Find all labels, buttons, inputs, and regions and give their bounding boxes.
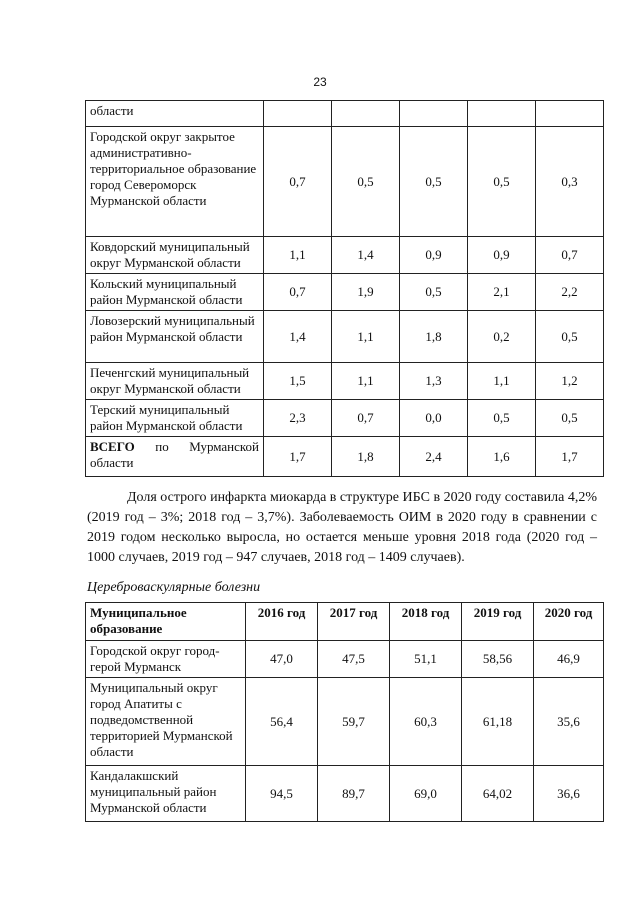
value-2017: 47,5 xyxy=(318,641,390,678)
value-2019: 0,5 xyxy=(468,127,536,237)
value-2018: 69,0 xyxy=(390,766,462,822)
municipality-name: Терский муниципальный район Мурманской области xyxy=(86,400,264,437)
value-2018: 2,4 xyxy=(400,437,468,477)
value-2018: 0,0 xyxy=(400,400,468,437)
value-2019: 58,56 xyxy=(462,641,534,678)
table-row xyxy=(86,311,604,363)
value-2018: 51,1 xyxy=(390,641,462,678)
value-2017: 1,4 xyxy=(332,237,400,274)
municipality-name: Кандалакшский муниципальный район Мурманской области xyxy=(86,766,246,822)
value-2017: 1,1 xyxy=(332,311,400,363)
value-2016: 94,5 xyxy=(246,766,318,822)
value-2017: 89,7 xyxy=(318,766,390,822)
value-2019: 64,02 xyxy=(462,766,534,822)
value-2016: 1,1 xyxy=(264,237,332,274)
value-2020: 0,5 xyxy=(536,311,604,363)
value-2020: 36,6 xyxy=(534,766,604,822)
value-2020: 1,2 xyxy=(536,363,604,400)
header-2017: 2017 год xyxy=(318,603,390,641)
cerebrovascular-table xyxy=(85,602,604,822)
table-row xyxy=(86,127,604,237)
municipality-name: Ловозерский муниципальный район Мурманской области xyxy=(86,311,264,363)
value-2017: 59,7 xyxy=(318,678,390,766)
municipality-name: Ковдорский муниципальный округ Мурманской области xyxy=(86,237,264,274)
value-2019: 1,6 xyxy=(468,437,536,477)
page-number: 23 xyxy=(313,75,327,89)
value-2018 xyxy=(400,101,468,127)
table-row xyxy=(86,363,604,400)
table-row xyxy=(86,766,604,822)
section-title: Цереброваскулярные болезни xyxy=(87,580,261,595)
value-2019: 2,1 xyxy=(468,274,536,311)
municipality-name: Печенгский муниципальный округ Мурманской области xyxy=(86,363,264,400)
table-row xyxy=(86,678,604,766)
table-row xyxy=(86,274,604,311)
value-2020: 1,7 xyxy=(536,437,604,477)
value-2016: 1,5 xyxy=(264,363,332,400)
value-2018: 0,9 xyxy=(400,237,468,274)
total-label xyxy=(86,437,264,477)
table-row xyxy=(86,400,604,437)
value-2020: 2,2 xyxy=(536,274,604,311)
value-2016: 2,3 xyxy=(264,400,332,437)
value-2017: 1,9 xyxy=(332,274,400,311)
value-2020 xyxy=(536,101,604,127)
municipality-name: области xyxy=(86,101,264,127)
value-2016: 1,7 xyxy=(264,437,332,477)
value-2019: 0,5 xyxy=(468,400,536,437)
value-2016: 0,7 xyxy=(264,274,332,311)
value-2020: 0,3 xyxy=(536,127,604,237)
value-2018: 0,5 xyxy=(400,274,468,311)
table-row-total xyxy=(86,437,604,477)
municipality-name: Муниципальный округ город Апатиты с подведомственной территорией Мурманской области xyxy=(86,678,246,766)
value-2019: 1,1 xyxy=(468,363,536,400)
value-2016: 56,4 xyxy=(246,678,318,766)
value-2018: 60,3 xyxy=(390,678,462,766)
value-2019: 61,18 xyxy=(462,678,534,766)
value-2020: 0,7 xyxy=(536,237,604,274)
value-2019: 0,2 xyxy=(468,311,536,363)
value-2017 xyxy=(332,101,400,127)
value-2017: 0,7 xyxy=(332,400,400,437)
municipality-name: Городской округ город-герой Мурманск xyxy=(86,641,246,678)
municipality-name: Кольский муниципальный район Мурманской области xyxy=(86,274,264,311)
header-2019: 2019 год xyxy=(462,603,534,641)
value-2019 xyxy=(468,101,536,127)
value-2020: 0,5 xyxy=(536,400,604,437)
value-2016: 1,4 xyxy=(264,311,332,363)
header-2020: 2020 год xyxy=(534,603,604,641)
value-2018: 1,8 xyxy=(400,311,468,363)
value-2020: 46,9 xyxy=(534,641,604,678)
value-2017: 0,5 xyxy=(332,127,400,237)
value-2019: 0,9 xyxy=(468,237,536,274)
total-label-bold: ВСЕГО xyxy=(90,439,135,454)
disease-incidence-table-continued xyxy=(85,100,604,477)
table-row xyxy=(86,101,604,127)
total-label-rest: по Мурманской области xyxy=(90,439,259,470)
table-header-row xyxy=(86,603,604,641)
value-2018: 1,3 xyxy=(400,363,468,400)
table-row xyxy=(86,237,604,274)
myocardial-infarction-paragraph: Доля острого инфаркта миокарда в структуре ИБС в 2020 году составила 4,2% (2019 год – 3%; 2018 год – 3,7%). Заболеваемость ОИМ в 2020 году в сравнении с 2019 годом несколько выросла, но остается меньше уровня 2018 года (2020 год – 1000 случаев, 2019 год – 947 случаев, 2018 год – 1409 случаев). xyxy=(87,490,597,565)
value-2020: 35,6 xyxy=(534,678,604,766)
municipality-name: Городской округ закрытое административно-территориальное образование город Североморск Мурманской области xyxy=(86,127,264,237)
table-row xyxy=(86,641,604,678)
value-2018: 0,5 xyxy=(400,127,468,237)
value-2016 xyxy=(264,101,332,127)
header-2016: 2016 год xyxy=(246,603,318,641)
value-2016: 0,7 xyxy=(264,127,332,237)
value-2016: 47,0 xyxy=(246,641,318,678)
header-2018: 2018 год xyxy=(390,603,462,641)
value-2017: 1,1 xyxy=(332,363,400,400)
value-2017: 1,8 xyxy=(332,437,400,477)
header-municipality: Муниципальное образование xyxy=(86,603,246,641)
